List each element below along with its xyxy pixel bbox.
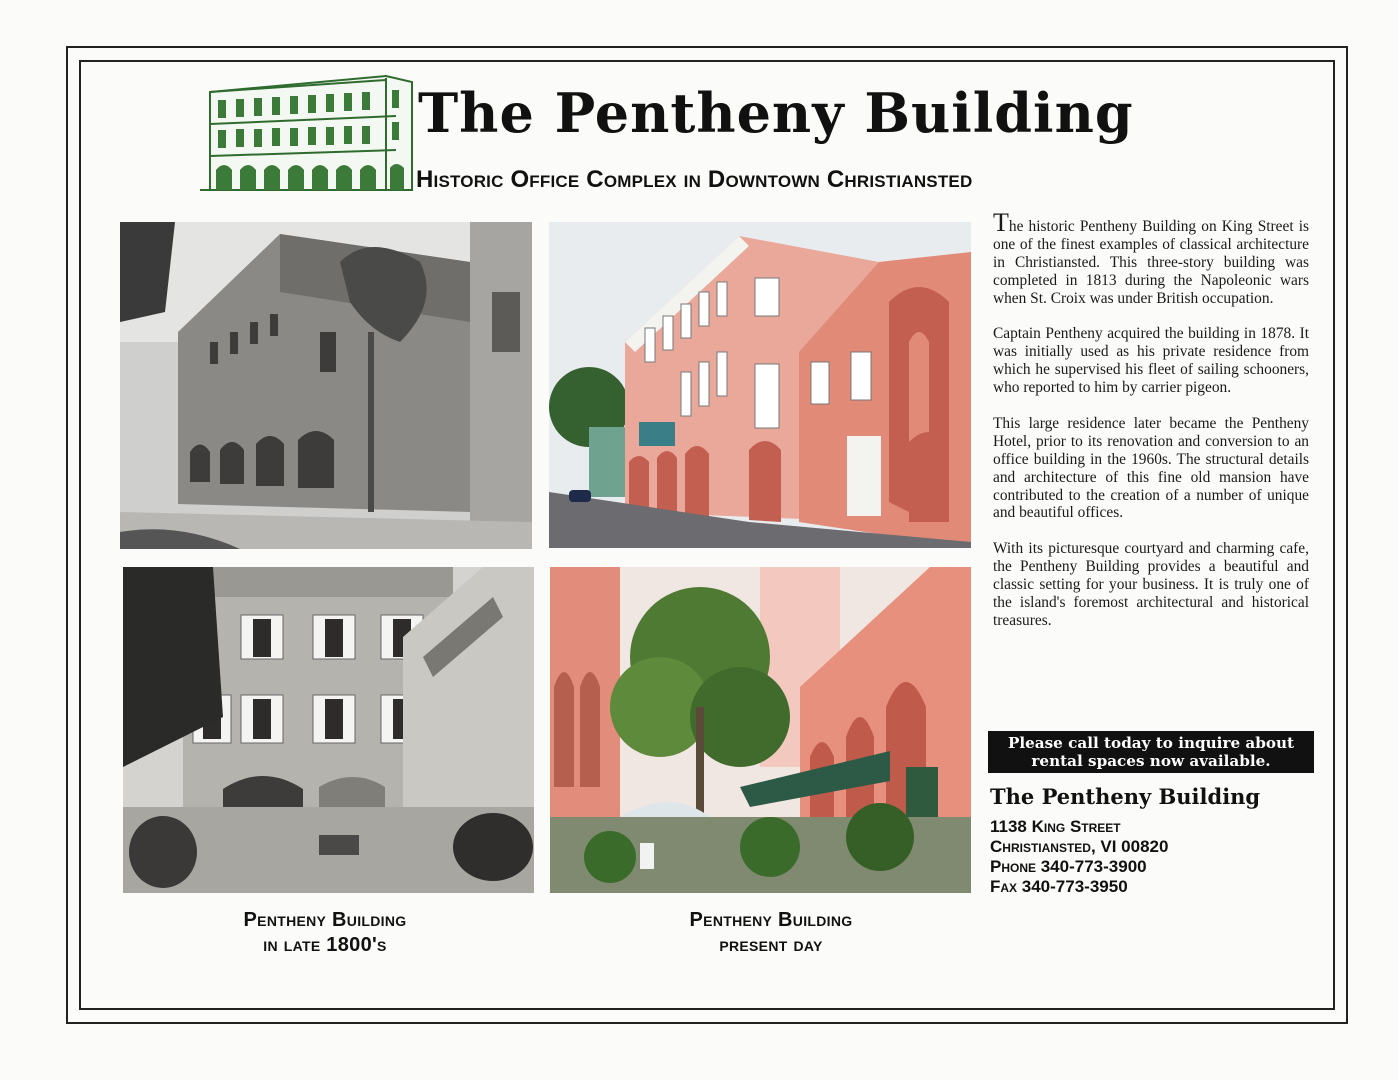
callout-line1: Please call today to inquire about <box>1007 734 1295 752</box>
contact-brand-name: The Pentheny Building <box>990 784 1261 809</box>
description-text <box>993 208 1309 648</box>
page-subtitle: Historic Office Complex in Downtown Christiansted <box>416 166 973 193</box>
historic-exterior-photo <box>120 222 532 549</box>
present-caption-line1: Pentheny Building <box>689 909 853 931</box>
historic-courtyard-photo <box>123 567 534 893</box>
historic-caption <box>170 908 480 958</box>
paragraph-captain: Captain Pentheny acquired the building in 1878. It was initially used as his private residence from which he supervised his fleet of sailing schooners, who reported to him by carrier pigeon. <box>993 325 1309 397</box>
historic-caption-line1: Pentheny Building <box>243 909 407 931</box>
present-caption-line2: present day <box>719 934 823 956</box>
present-day-courtyard-photo <box>550 567 971 893</box>
present-day-exterior-photo <box>549 222 971 548</box>
address-city: Christiansted, VI 00820 <box>990 837 1169 856</box>
building-logo-illustration <box>196 72 414 196</box>
phone-number: Phone 340-773-3900 <box>990 857 1147 876</box>
address-street: 1138 King Street <box>990 817 1121 836</box>
callout-line2: rental spaces now available. <box>1031 752 1271 770</box>
present-caption <box>616 908 926 958</box>
historic-caption-line2: in late 1800's <box>263 934 387 956</box>
contact-address <box>990 817 1310 897</box>
paragraph-courtyard: With its picturesque courtyard and charming cafe, the Pentheny Building provides a beautiful and classic setting for your business. It is truly one of the island's foremost architectural and historical treasures. <box>993 540 1309 629</box>
page-title: The Pentheny Building <box>418 81 1134 145</box>
paragraph-history: The historic Pentheny Building on King Street is one of the finest examples of classical architecture in Christiansted. This three-story building was completed in 1813 during the Napoleonic wars when St. Croix was under British occupation. <box>993 208 1309 307</box>
fax-number: Fax 340-773-3950 <box>990 877 1128 896</box>
rental-callout-box <box>988 731 1314 773</box>
paragraph-hotel: This large residence later became the Pentheny Hotel, prior to its renovation and conversion to an office building in the 1960s. The structural details and architecture of this fine old mansion have contributed to the creation of a number of unique and beautiful offices. <box>993 414 1309 522</box>
